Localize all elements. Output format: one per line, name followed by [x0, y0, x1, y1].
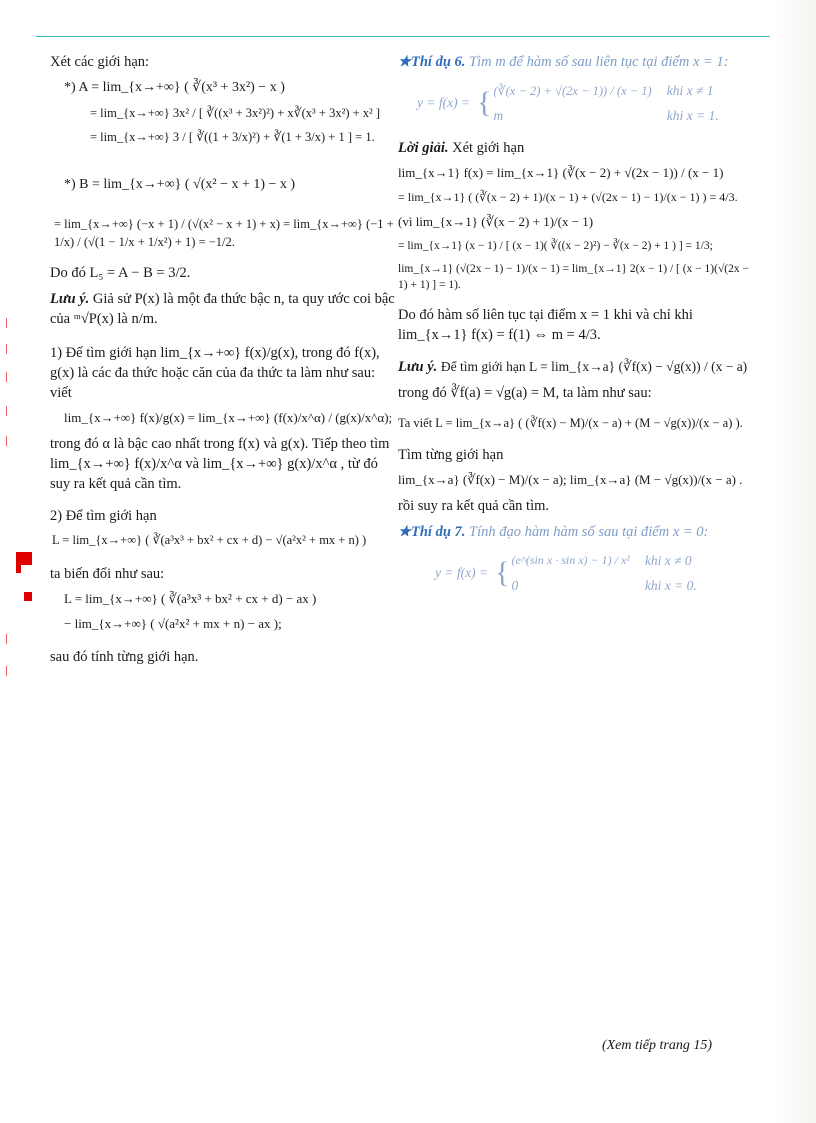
right-column [398, 52, 750, 608]
margin-tick [6, 406, 7, 416]
left-brace-icon: { [477, 86, 492, 119]
solution-text: Xét giới hạn [452, 140, 525, 156]
solution-eq-5: lim_{x→1} (√(2x − 1) − 1)/(x − 1) = lim_{x→1} 2(x − 1) / [ (x − 1)(√(2x − 1) + 1) ] = 1). [398, 263, 749, 292]
continued-footer: (Xem tiếp trang 15) [601, 1038, 712, 1053]
left-column [50, 52, 395, 673]
eq-a-line-1: *) A = lim_{x→+∞} ( ∛(x³ + 3x²) − x ) [64, 80, 285, 95]
note-2-text-3: Tìm từng giới hạn [398, 446, 504, 463]
solution-eq-3: (vì lim_{x→1} (∛(x − 2) + 1)/(x − 1) [398, 213, 594, 229]
conclusion-l5: Do đó L₅ = A − B = 3/2. [50, 265, 191, 282]
red-margin-marker [16, 552, 32, 565]
note-2-text-2: trong đó ∛f(a) = √g(a) = M, ta làm như sau: [398, 385, 652, 402]
eq-a-line-2: = lim_{x→+∞} 3x² / [ ∛((x³ + 3x²)²) + x∛(x³ + 3x²) + x² ] [90, 105, 381, 120]
solution-eq-1: lim_{x→1} f(x) = lim_{x→1} (∛(x − 2) + √(2x − 1)) / (x − 1) [398, 165, 724, 180]
solution-eq-2: = lim_{x→1} ( (∛(x − 2) + 1)/(x − 1) + (√(2x − 1) − 1)/(x − 1) ) = 4/3. [398, 190, 738, 205]
left-brace-icon: { [495, 556, 510, 590]
solution-eq-4: = lim_{x→1} (x − 1) / [ (x − 1)( ∛((x − 2)²) − ∛(x − 2) + 1 ) ] = 1/3; [398, 240, 713, 253]
example-7-title: ★Thí dụ 7. [398, 524, 466, 541]
example-6-lhs: y = f(x) = [417, 95, 471, 111]
example-7-lhs: y = f(x) = [435, 565, 489, 581]
example-6-cond-1: khi x ≠ 1 [666, 82, 714, 98]
example-7-heading [398, 522, 750, 542]
example-7-cond-2: khi x = 0. [644, 577, 697, 593]
margin-tick [6, 436, 7, 446]
intro-text: Xét các giới hạn: [50, 54, 150, 70]
top-rule [36, 36, 776, 37]
note-2-equation: Ta viết L = lim_{x→a} ( (∛f(x) − M)/(x − a) + (M − √g(x))/(x − a) ). [398, 416, 743, 431]
solution-heading [398, 138, 750, 158]
margin-tick [6, 372, 7, 382]
eq-b-line-2: = lim_{x→+∞} (−x + 1) / (√(x² − x + 1) + x) = lim_{x→+∞} (−1 + 1/x) / (√(1 − 1/x + 1/x²) + 1) = −1/2. [54, 217, 394, 249]
margin-tick [6, 344, 7, 354]
item-2-text-2: ta biến đổi như sau: [50, 565, 165, 582]
margin-tick [6, 666, 7, 676]
item-2-end: sau đó tính từng giới hạn. [50, 649, 199, 666]
example-6-case-2: m [493, 107, 504, 123]
example-7-piecewise [434, 548, 750, 598]
note-2-label: Lưu ý. [398, 359, 438, 376]
example-6-title: ★Thí dụ 6. [398, 54, 466, 70]
margin-tick [6, 634, 7, 644]
example-6-body: Tìm m để hàm số sau liên tục tại điểm x = 1: [469, 54, 729, 70]
example-6-heading [398, 52, 750, 72]
note-2-heading [398, 357, 750, 377]
red-margin-marker [16, 565, 21, 573]
note-2-equation-2: lim_{x→a} (∛f(x) − M)/(x − a); lim_{x→a} (M − √g(x))/(x − a) . [398, 471, 743, 487]
eq-b-line-1: *) B = lim_{x→+∞} ( √(x² − x + 1) − x ) [64, 176, 296, 192]
solution-conclusion: Do đó hàm số liên tục tại điểm x = 1 khi và chỉ khi lim_{x→1} f(x) = f(1) ⇔ m = 4/3. [398, 307, 693, 344]
note-label: Lưu ý. [50, 291, 90, 308]
solution-label: Lời giải. [398, 140, 449, 156]
note-2-end: rồi suy ra kết quả cần tìm. [398, 498, 549, 515]
example-6-cond-2: khi x = 1. [666, 107, 719, 123]
note-paragraph [50, 289, 395, 329]
example-7-body: Tính đạo hàm hàm số sau tại điểm x = 0: [469, 524, 709, 541]
note-2-text: Để tìm giới hạn L = lim_{x→a} (∛f(x) − √g(x)) / (x − a) [440, 359, 748, 375]
page-edge-shade [770, 0, 816, 1123]
margin-tick [6, 318, 7, 328]
example-7-cond-1: khi x ≠ 0 [644, 552, 692, 568]
item-1-equation: lim_{x→+∞} f(x)/g(x) = lim_{x→+∞} (f(x)/x^α) / (g(x)/x^α); [64, 410, 393, 426]
item-1-text-2: trong đó α là bậc cao nhất trong f(x) và g(x). Tiếp theo tìm lim_{x→+∞} f(x)/x^α và lim_{x→+∞} g(x)/x^α , từ đó suy ra kết quả cần tìm. [50, 436, 390, 493]
example-6-case-1: (∛(x − 2) + √(2x − 1)) / (x − 1) [493, 83, 652, 98]
eq-a-line-3: = lim_{x→+∞} 3 / [ ∛((1 + 3/x)²) + ∛(1 + 3/x) + 1 ] = 1. [90, 130, 375, 145]
note-text: Giả sử P(x) là một đa thức bậc n, ta quy ước coi bậc của ᵐ√P(x) là n/m. [50, 291, 395, 328]
red-margin-square [24, 592, 32, 601]
example-7-case-2: 0 [511, 577, 519, 593]
item-2-text: 2) Để tìm giới hạn [50, 508, 157, 525]
item-2-equation: L = lim_{x→+∞} ( ∛(a³x³ + bx² + cx + d) − √(a²x² + mx + n) ) [52, 533, 367, 548]
example-6-piecewise [416, 78, 750, 128]
item-2-equation-b: − lim_{x→+∞} ( √(a²x² + mx + n) − ax ); [64, 616, 282, 632]
item-2-equation-a: L = lim_{x→+∞} ( ∛(a³x³ + bx² + cx + d) − ax ) [64, 590, 317, 606]
item-1-text: 1) Để tìm giới hạn lim_{x→+∞} f(x)/g(x), trong đó f(x), g(x) là các đa thức hoặc căn của đa thức ta làm như sau: viết [50, 345, 380, 402]
example-7-case-1: (e^(sin x · sin x) − 1) / x² [511, 553, 630, 568]
